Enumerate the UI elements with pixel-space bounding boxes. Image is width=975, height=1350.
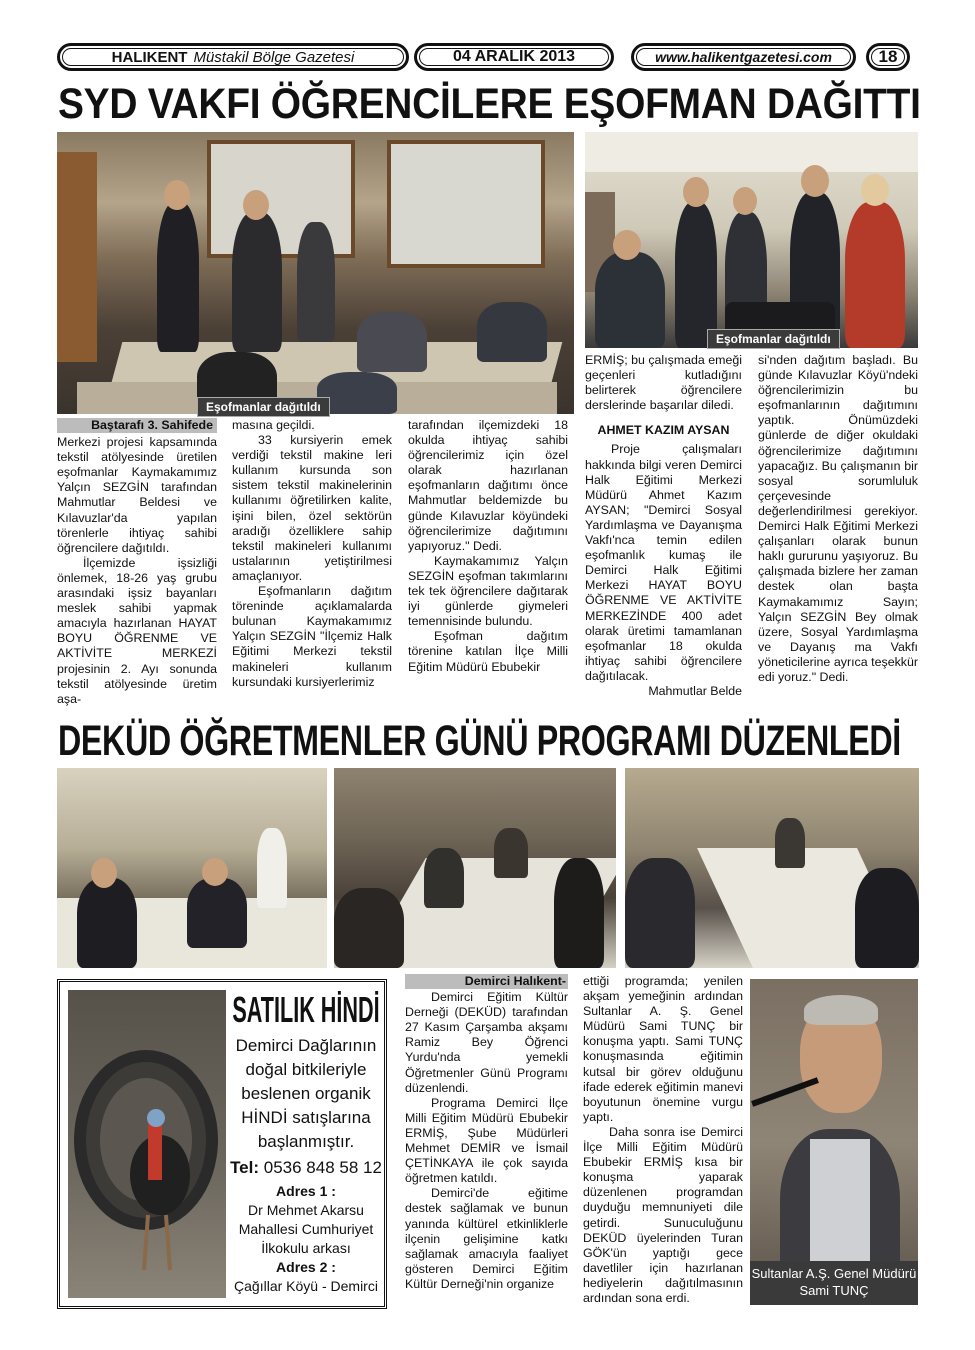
article1-column-2	[232, 418, 392, 690]
classroom-photo	[57, 132, 574, 414]
ad-title: SATILIK HİNDİ	[232, 989, 380, 1030]
article1-paragraph: 33 kursiyerin emek verdiği tekstil makine leri kullanım kursunda son sistem tekstil makinelerinin kullanımı öğretilirken kalite, işini bilen, özel sektörün aradığı özelliklere sahip tekstil makineleri kullanımı ustalarının yetiştirilmesi amaçlanıyor.	[232, 433, 392, 583]
dinner-photo-1	[57, 768, 327, 968]
photo2-caption: Eşofmanlar dağıtıldı	[707, 329, 840, 349]
ad-body-line: doğal bitkileriyle	[245, 1060, 367, 1079]
ad-address-line: Dr Mehmet Akarsu	[248, 1202, 364, 1218]
photo1-caption: Eşofmanlar dağıtıldı	[197, 397, 330, 417]
ad-body-line: başlanmıştır.	[257, 1132, 355, 1151]
article1-paragraph: Merkezi projesi kapsamında tekstil atölyesinde üretilen eşofmanlar Kaymakamımız Yalçın SEZGİN tarafından Mahmutlar Beldesi ve Kılavuzlar'da yapılan törenlerle ihtiyaç sahibi öğrencilere dağıtıldı.	[57, 435, 217, 555]
turkey-for-sale-ad	[57, 979, 387, 1309]
article1-column-5	[758, 353, 918, 685]
dinner-photo-3	[625, 768, 919, 968]
masthead-date	[414, 43, 614, 71]
speaker-photo	[750, 979, 918, 1305]
article1-paragraph: Mahmutlar Belde	[648, 683, 742, 698]
paper-subtitle: Müstakil Bölge Gazetesi	[193, 48, 355, 66]
masthead-paper-name	[57, 43, 409, 71]
article1-paragraph: Proje çalışmaları hakkında bilgi veren Demirci Halk Eğitimi Merkezi Müdürü Ahmet Kazım AYSAN; "Demirci Sosyal Yardımlaşma ve Dayanışma Vakfı'nca temin edilen eşofmanlık kumaş ile Demirci Halk Eğitimi Merkezi HAYAT BOYU ÖĞRENME VE AKTİVİTE MERKEZİNDE 400 adet olarak üretimi tamamlanan eşofmanlar 18 okulda ihtiyaç sahibi öğrencilere dağıtılacak.	[585, 442, 742, 683]
dinner-photo-2	[334, 768, 616, 968]
ad-address-line: Mahallesi Cumhuriyet	[238, 1221, 374, 1237]
masthead-website[interactable]	[631, 43, 856, 71]
article1-paragraph: tarafından ilçemizdeki 18 okulda ihtiyaç sahibi öğrencilerimiz için özel olarak hazırlanan eşofmanların dağıtımı önce Mahmutlar beldemizde bu günde Kılavuzlar köyündeki öğrencilerimize dağıtımını yapıyoruz." Dedi.	[408, 418, 568, 553]
ad-address2-label: Adres 2 :	[276, 1259, 336, 1275]
speaker-caption-line: Sultanlar A.Ş. Genel Müdürü	[751, 1266, 917, 1281]
masthead-page-number	[866, 43, 910, 71]
article2-paragraph: ettiği programda; yenilen akşam yemeğinin ardından Sultanlar A. Ş. Genel Müdürü Sami TUNÇ bir konuşma yaptı. Sami TUNÇ konuşmasında eğitimin kutsal bir görev olduğunu ifade ederek eğitimin manevi boyutunun önemine vurgu yaptı.	[583, 974, 743, 1124]
article1-headline: SYD VAKFI ÖĞRENCİLERE EŞOFMAN DAĞITTI	[58, 80, 921, 128]
distribution-photo	[585, 132, 918, 348]
ad-address-line: Çağıllar Köyü - Demirci	[234, 1278, 378, 1294]
ad-phone-label: Tel:	[230, 1158, 260, 1177]
article2-paragraph: Programa Demirci İlçe Milli Eğitim Müdürü Ebubekir ERMİŞ, Şube Müdürleri Mehmet DEMİR ve İsmail ÇETİNKAYA ile çok sayıda öğretmen katıldı.	[405, 1095, 568, 1186]
article1-subheading: AHMET KAZIM AYSAN	[597, 423, 730, 438]
article1-paragraph: Eşofmanların dağıtım töreninde açıklamalarda bulunan Kaymakamımız Yalçın SEZGİN "İlçemiz Halk Eğitimi Merkezi tekstil makineleri kullanım kursundaki kursiyerlerimiz	[232, 584, 392, 689]
page-number: 18	[878, 47, 898, 66]
speaker-photo-caption	[750, 1261, 918, 1305]
article1-paragraph: Eşofman dağıtım törenine katılan İlçe Milli Eğitim Müdürü Ebubekir	[408, 629, 568, 674]
website-link[interactable]: www.halikentgazetesi.com	[655, 49, 832, 65]
article1-column-3	[408, 418, 568, 675]
ad-phone	[230, 1154, 382, 1182]
article1-column-1	[57, 418, 217, 707]
ad-address1-label: Adres 1 :	[276, 1183, 336, 1199]
article2-paragraph: Demirci Eğitim Kültür Derneği (DEKÜD) tarafından 27 Kasım Çarşamba akşamı Ramiz Bey Öğrenci Yurdu'nda yemekli Öğretmenler Günü Programı düzenlendi.	[405, 990, 568, 1095]
ad-phone-number: 0536 848 58 12	[263, 1158, 382, 1177]
ad-body-line: HİNDİ satışlarına	[241, 1108, 371, 1127]
article2-headline: DEKÜD ÖĞRETMENLER GÜNÜ PROGRAMI DÜZENLEDİ	[58, 717, 901, 765]
continued-from-label: Baştarafı 3. Sahifede	[57, 418, 217, 433]
paper-name: HALIKENT	[111, 48, 188, 66]
article1-paragraph: İlçemizde işsizliği önlemek, 18-26 yaş grubu arasındaki işsiz bayanları meslek sahibi yapmak amacıyla hazırlanan HAYAT BOYU ÖĞRENME VE AKTİVİTE MERKEZİ projesinin 2. Ayı sonunda tekstil atölyesinde üretim aşa-	[57, 555, 217, 706]
article1-paragraph: masına geçildi.	[232, 418, 315, 432]
article2-column-2	[583, 974, 743, 1306]
issue-date: 04 ARALIK 2013	[452, 48, 576, 65]
article2-kicker: Demirci Halıkent-	[405, 974, 568, 989]
article1-paragraph: ERMİŞ; bu çalışmada emeği geçenleri kutladığını belirterek öğrencilere derslerinde başarılar diledi.	[585, 353, 743, 413]
ad-address-line: İlkokulu arkası	[261, 1240, 351, 1256]
turkey-image	[68, 990, 226, 1298]
article1-paragraph: Kaymakamımız Yalçın SEZGİN eşofman takımlarını tek tek öğrencilere dağıtarak iyi günlerde giymeleri temennisinde bulundu.	[408, 553, 568, 629]
article1-paragraph: si'nden dağıtım başladı. Bu günde Kılavuzlar Köyü'ndeki öğrencilerimizin bu eşofmanlarının dağıtımını yaptık. Önümüzdeki günlerde de diğer okuldaki öğrencilerimize dağıtımını yapacağız. Bu çalışmanın bir sosyal sorumluluk çerçevesinde değerlendirilmesi gerekiyor. Demirci Halk Eğitimi Merkezi çalışanları olarak bunun haklı gururunu yaşıyoruz. Bu çalışmada bizlere her zaman destek olan başta Kaymakamımız Sayın; Yalçın SEZGİN Bey olmak üzere, Sosyal Yardımlaşma ve Dayanış ma Vakfı yöneticilerine ayrıca teşekkür edi yoruz." Dedi.	[758, 353, 918, 684]
ad-body-line: Demirci Dağlarının	[235, 1036, 377, 1055]
article2-column-1	[405, 974, 568, 1292]
article1-column-4	[585, 353, 742, 699]
ad-body-line: beslenen organik	[241, 1084, 371, 1103]
article2-paragraph: Daha sonra ise Demirci İlçe Milli Eğitim Müdürü Ebubekir ERMİŞ kısa bir konuşma yaparak düzenlenen programdan duyduğu memnuniyeti dile getirdi. Sunuculuğunu DEKÜD üyelerinden Turan GÖK'ün yaptığı gece davetliler için hazırlanan hediyelerin dağıtılmasının ardından sona erdi.	[583, 1124, 743, 1305]
speaker-caption-line: Sami TUNÇ	[799, 1283, 869, 1298]
article2-paragraph: Demirci'de eğitime destek sağlamak ve bunun yanında kültürel etkinliklerle ilçenin gelişimine katkı sağlamak amacıyla faaliyet gösteren Demirci Eğitim Kültür Derneği'nin organize	[405, 1186, 568, 1291]
